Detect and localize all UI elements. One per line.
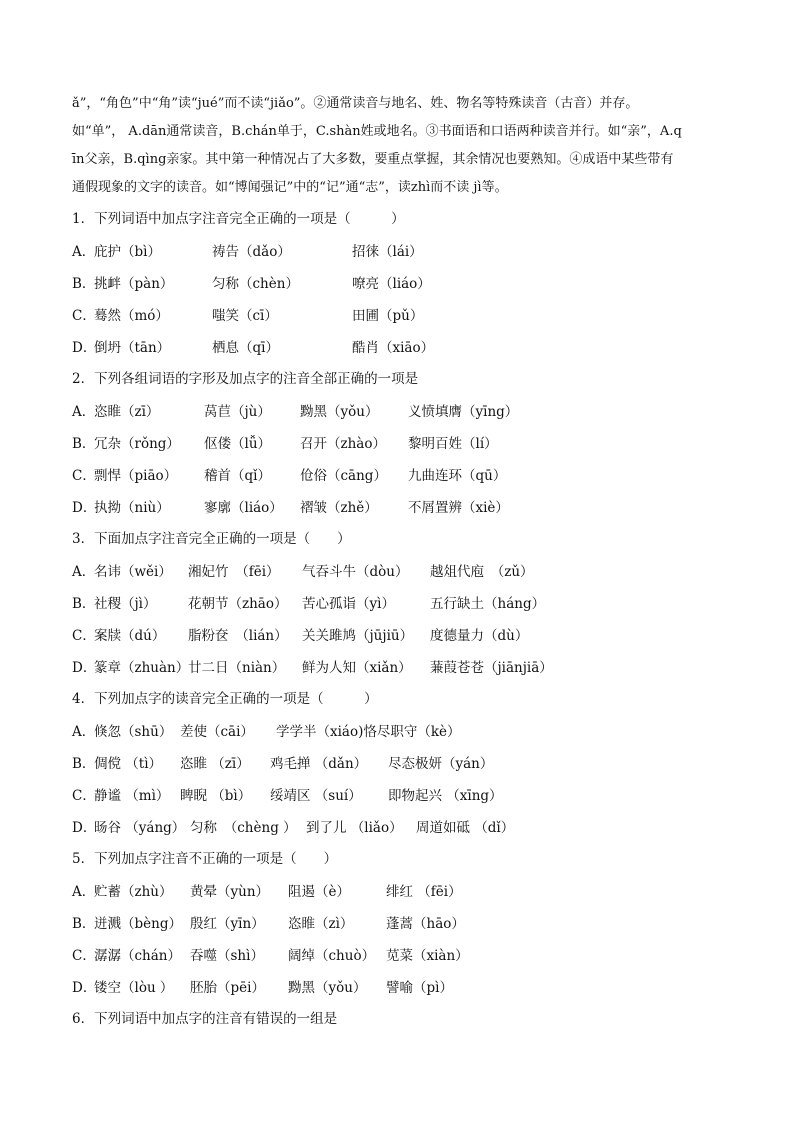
- option-item: 绯红 （fēi）: [386, 884, 462, 900]
- option-letter: A．: [72, 564, 96, 580]
- option-letter: A．: [72, 244, 96, 260]
- option-letter: C．: [72, 948, 96, 964]
- option-item: 阻遏（è）: [288, 884, 350, 900]
- option-item: 不屑置辨（xiè）: [408, 500, 509, 516]
- option-c[interactable]: [72, 460, 728, 492]
- option-d[interactable]: [72, 492, 728, 524]
- option-item: 苋菜（xiàn）: [386, 948, 469, 964]
- option-d[interactable]: [72, 652, 728, 684]
- option-letter: B．: [72, 756, 96, 772]
- option-item: 胚胎（pēi）: [190, 980, 265, 996]
- option-item: 鸡毛掸 （dǎn）: [270, 756, 368, 772]
- option-b[interactable]: [72, 428, 728, 460]
- option-c[interactable]: [72, 620, 728, 652]
- document-page: [72, 90, 728, 1036]
- option-item: 湘妃竹 （fēi）: [188, 564, 280, 580]
- option-a[interactable]: [72, 556, 728, 588]
- option-item: 庇护（bì）: [94, 244, 161, 260]
- option-item: 匀称（chèn）: [212, 276, 299, 292]
- option-item: 黝黑（yǒu）: [288, 980, 367, 996]
- option-item: 义愤填膺（yīng）: [408, 404, 519, 420]
- option-letter: A．: [72, 724, 96, 740]
- option-letter: C．: [72, 308, 96, 324]
- question-stem: 1．下列词语中加点字注音完全正确的一项是（ ）: [72, 211, 405, 227]
- option-item: 剽悍（piāo）: [94, 468, 178, 484]
- option-item: 褶皱（zhě）: [300, 500, 378, 516]
- option-a[interactable]: [72, 716, 728, 748]
- option-item: 黎明百姓（lí）: [408, 436, 498, 452]
- option-letter: B．: [72, 596, 96, 612]
- question-stem: 2．下列各组词语的字形及加点字的注音全部正确的一项是: [72, 371, 419, 387]
- option-item: 九曲连环（qū）: [408, 468, 507, 484]
- question-5: [72, 844, 728, 1004]
- option-item: 周道如砥 （dǐ）: [416, 820, 515, 836]
- question-6: [72, 1004, 728, 1036]
- option-b[interactable]: [72, 268, 728, 300]
- option-d[interactable]: [72, 812, 728, 844]
- option-item: 倒坍（tān）: [94, 340, 171, 356]
- option-letter: C．: [72, 628, 96, 644]
- option-item: 伧俗（cāng）: [300, 468, 387, 484]
- option-c[interactable]: [72, 940, 728, 972]
- option-b[interactable]: [72, 748, 728, 780]
- option-item: 譬喻（pì）: [386, 980, 453, 996]
- option-item: 案牍（dú）: [94, 628, 166, 644]
- option-item: 嗤笑（cī）: [212, 308, 278, 324]
- option-item: 即物起兴 （xīng）: [388, 788, 503, 804]
- question-1: [72, 204, 728, 364]
- option-item: 莴苣（jù）: [204, 404, 271, 420]
- option-item: 五行缺土（háng）: [430, 596, 546, 612]
- option-item: 度德量力（dù）: [430, 628, 529, 644]
- option-letter: B．: [72, 436, 96, 452]
- option-item: 酷肖（xiāo）: [352, 340, 435, 356]
- option-item: 栖息（qī）: [212, 340, 279, 356]
- option-letter: A．: [72, 884, 96, 900]
- option-item: 匀称 （chèng ）: [190, 820, 297, 836]
- option-letter: C．: [72, 468, 96, 484]
- question-stem: 4．下列加点字的读音完全正确的一项是（ ）: [72, 691, 378, 707]
- question-4: [72, 684, 728, 844]
- option-item: 静谧 （mì）: [94, 788, 170, 804]
- option-item: 差使（cāi）: [180, 724, 254, 740]
- question-stem: 6．下列词语中加点字的注音有错误的一组是: [72, 1011, 338, 1027]
- option-item: 招徕（lái）: [352, 244, 423, 260]
- option-item: 倜傥 （tì）: [94, 756, 163, 772]
- option-item: 殷红（yīn）: [190, 916, 265, 932]
- option-d[interactable]: [72, 972, 728, 1004]
- option-item: 贮蓄（zhù）: [94, 884, 173, 900]
- option-item: 蓬蒿（hāo）: [386, 916, 465, 932]
- option-letter: D．: [72, 820, 97, 836]
- option-c[interactable]: [72, 780, 728, 812]
- option-item: 吞噬（shì）: [190, 948, 264, 964]
- question-stem: 3．下面加点字注音完全正确的一项是（ ）: [72, 531, 351, 547]
- option-item: 名讳（wěi）: [94, 564, 172, 580]
- option-a[interactable]: [72, 876, 728, 908]
- option-letter: D．: [72, 980, 97, 996]
- question-2: [72, 364, 728, 524]
- option-item: 廿二日（niàn）: [188, 660, 286, 676]
- option-item: 尽态极妍（yán）: [388, 756, 494, 772]
- option-item: 蒹葭苍苍（jiānjiā）: [430, 660, 553, 676]
- intro-line: īn父亲，B.qìng亲家。其中第一种情况占了大多数，要重点掌握，其余情况也要熟知。④成语中某些带有: [72, 152, 674, 167]
- intro-line: 如“单”， A.dān通常读音，B.chán单于，C.shàn姓或地名。③书面语和口语两种读音并行。如“亲”，A.q: [72, 124, 682, 139]
- option-item: 睥睨 （bì）: [180, 788, 252, 804]
- option-item: 关关雎鸠（jūjiū）: [302, 628, 414, 644]
- option-item: 阔绰（chuò）: [288, 948, 376, 964]
- option-item: 到了儿 （liǎo）: [306, 820, 403, 836]
- intro-line: ǎ”，“角色”中“角”读“jué”而不读“jiǎo”。②通常读音与地名、姓、物名等特殊读音（古音）并存。: [72, 96, 639, 111]
- option-item: 绥靖区 （suí）: [270, 788, 362, 804]
- option-item: 学学半（xiáo)恪尽职守（kè）: [276, 724, 461, 740]
- option-item: 田圃（pǔ）: [352, 308, 424, 324]
- option-letter: B．: [72, 276, 96, 292]
- option-letter: B．: [72, 916, 96, 932]
- option-item: 黄晕（yùn）: [190, 884, 270, 900]
- option-item: 脂粉奁 （lián）: [188, 628, 288, 644]
- option-item: 旸谷 （yáng）: [94, 820, 186, 836]
- option-item: 执拗（niù）: [94, 500, 170, 516]
- option-item: 篆章（zhuàn）: [94, 660, 190, 676]
- option-letter: C．: [72, 788, 96, 804]
- option-item: 恣睢 （zī）: [180, 756, 250, 772]
- option-letter: D．: [72, 340, 97, 356]
- intro-line: 通假现象的文字的读音。如“博闻强记”中的“记”通“志”，读zhì而不读 jì等。: [72, 180, 508, 195]
- option-item: 倏忽（shū）: [94, 724, 173, 740]
- option-item: 稽首（qǐ）: [204, 468, 271, 484]
- option-item: 越俎代庖 （zǔ）: [430, 564, 534, 580]
- option-item: 挑衅（pàn）: [94, 276, 174, 292]
- option-item: 黝黑（yǒu）: [300, 404, 379, 420]
- option-item: 鲜为人知（xiǎn）: [302, 660, 412, 676]
- option-item: 苦心孤诣（yì）: [302, 596, 395, 612]
- option-letter: A．: [72, 404, 96, 420]
- option-item: 迸溅（bèng）: [94, 916, 182, 932]
- option-letter: D．: [72, 500, 97, 516]
- option-item: 祷告（dǎo）: [212, 244, 291, 260]
- option-item: 恣睢（zī）: [94, 404, 160, 420]
- option-item: 恣睢（zì）: [288, 916, 354, 932]
- option-a[interactable]: [72, 396, 728, 428]
- question-stem: 5．下列加点字注音不正确的一项是（ ）: [72, 851, 338, 867]
- option-item: 镂空（lòu ）: [94, 980, 174, 996]
- option-d[interactable]: [72, 332, 728, 364]
- option-letter: D．: [72, 660, 97, 676]
- option-b[interactable]: [72, 908, 728, 940]
- option-a[interactable]: [72, 236, 728, 268]
- option-item: 气吞斗牛（dòu）: [302, 564, 409, 580]
- option-item: 伛偻（lǚ）: [204, 436, 272, 452]
- option-item: 召开（zhào）: [300, 436, 386, 452]
- option-item: 蓦然（mó）: [94, 308, 169, 324]
- question-3: [72, 524, 728, 684]
- option-c[interactable]: [72, 300, 728, 332]
- option-item: 冗杂（rǒng）: [94, 436, 180, 452]
- option-item: 潺潺（chán）: [94, 948, 181, 964]
- option-item: 社稷（jì）: [94, 596, 157, 612]
- option-b[interactable]: [72, 588, 728, 620]
- intro-paragraph: [72, 90, 728, 202]
- option-item: 寥廓（liáo）: [204, 500, 283, 516]
- option-item: 花朝节（zhāo）: [188, 596, 288, 612]
- option-item: 嘹亮（liáo）: [352, 276, 431, 292]
